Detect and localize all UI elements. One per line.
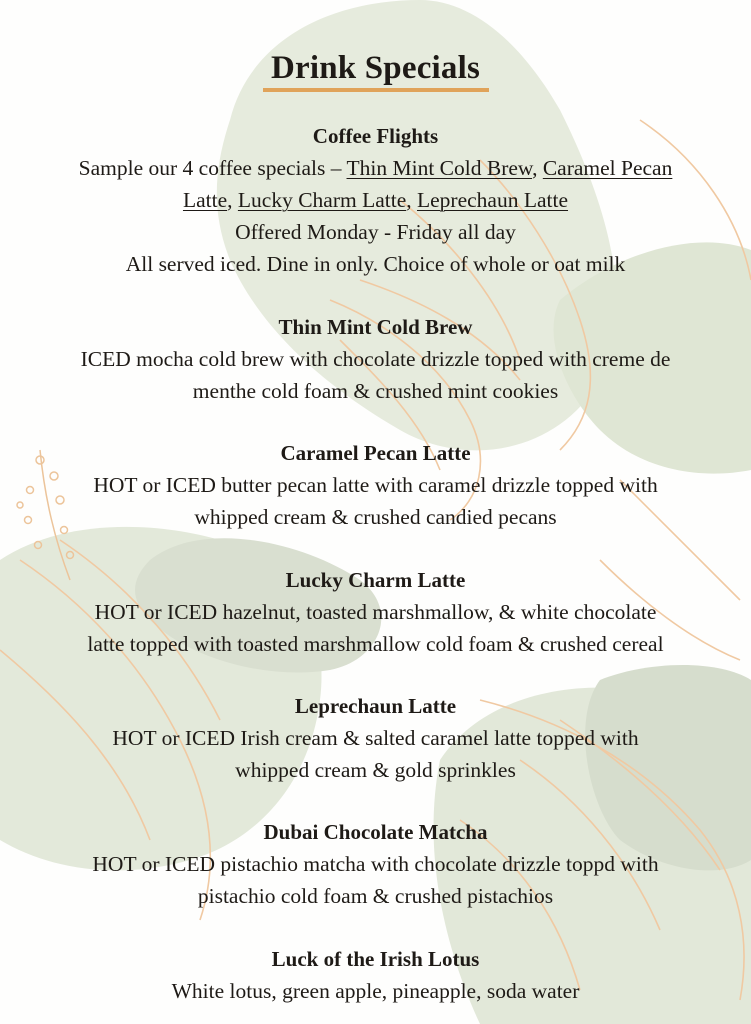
link-lucky-charm-latte[interactable]: Lucky Charm Latte [237, 188, 407, 212]
page-title: Drink Specials [270, 50, 481, 86]
drink-description-line: ICED mocha cold brew with chocolate drizzle topped with creme de [80, 347, 671, 371]
drink-name: Thin Mint Cold Brew [278, 315, 473, 339]
coffee-flights-section [20, 120, 731, 280]
separator: , [227, 188, 238, 212]
drink-description-line: White lotus, green apple, pineapple, soda water [171, 979, 580, 1003]
drink-name: Leprechaun Latte [294, 694, 457, 718]
drink-name: Caramel Pecan Latte [280, 441, 471, 465]
link-leprechaun-latte[interactable]: Leprechaun Latte [417, 188, 569, 212]
intro-text: Sample our 4 coffee specials – [78, 156, 347, 180]
drink-description-line: HOT or ICED butter pecan latte with caramel drizzle topped with [93, 473, 658, 497]
section-heading: Coffee Flights [312, 124, 439, 148]
drink-description-line: HOT or ICED pistachio matcha with chocolate drizzle toppd with [92, 852, 659, 876]
link-latte[interactable]: Latte [182, 188, 228, 212]
title-underline [263, 88, 489, 92]
drink-name: Dubai Chocolate Matcha [263, 820, 488, 844]
drink-item [20, 943, 731, 1007]
drink-description-line: HOT or ICED hazelnut, toasted marshmallow, & white chocolate [94, 600, 657, 624]
serving-notes-text: All served iced. Dine in only. Choice of whole or oat milk [125, 252, 626, 276]
coffee-flights-intro-line [20, 152, 731, 184]
link-caramel-pecan[interactable]: Caramel Pecan [542, 156, 673, 180]
drink-description-line: pistachio cold foam & crushed pistachios [197, 884, 554, 908]
separator: , [532, 156, 543, 180]
drink-item [20, 690, 731, 786]
separator: , [406, 188, 417, 212]
drink-item [20, 564, 731, 660]
drink-item [20, 311, 731, 407]
drink-name: Lucky Charm Latte [285, 568, 466, 592]
drink-item [20, 437, 731, 533]
drink-description-line: latte topped with toasted marshmallow cold foam & crushed cereal [87, 632, 664, 656]
drink-description-line: whipped cream & crushed candied pecans [194, 505, 557, 529]
coffee-flights-links-line [20, 184, 731, 216]
drink-description-line: menthe cold foam & crushed mint cookies [192, 379, 559, 403]
drink-name: Luck of the Irish Lotus [271, 947, 480, 971]
offered-days-text: Offered Monday - Friday all day [235, 220, 516, 244]
link-thin-mint-cold-brew[interactable]: Thin Mint Cold Brew [346, 156, 533, 180]
drink-description-line: HOT or ICED Irish cream & salted caramel latte topped with [112, 726, 639, 750]
drink-description-line: whipped cream & gold sprinkles [235, 758, 516, 782]
drink-item [20, 816, 731, 912]
